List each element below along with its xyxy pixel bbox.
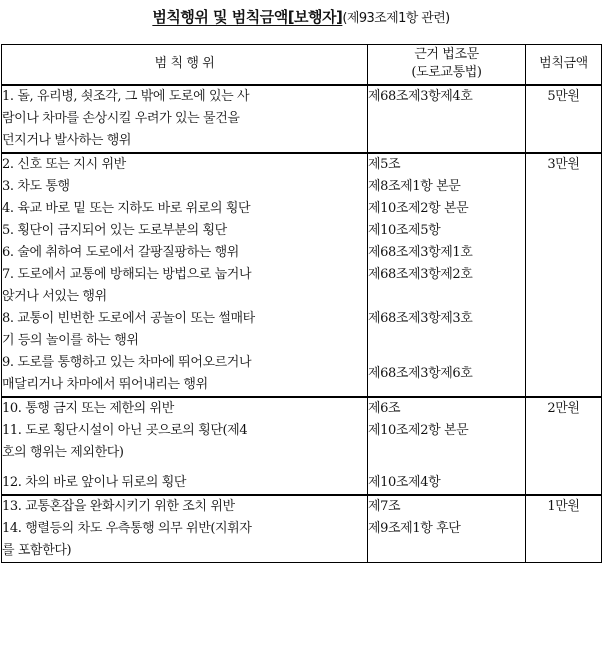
document-title [0,6,602,32]
act-item [2,518,367,562]
act-line: 앉거나 서있는 행위 [2,288,107,304]
act-line: 기 등의 놀이를 하는 행위 [2,332,139,348]
fine-amount: 2만원 [547,400,580,416]
law-reference: 제68조제3항제2호 [368,266,473,282]
act-line: 11. 도로 횡단시설이 아닌 곳으로의 횡단(제4 [2,422,248,438]
law-reference: 제10조제2항 본문 [368,422,469,438]
law-reference: 제68조제3항제4호 [368,88,473,104]
act-line: 7. 도로에서 교통에 방해되는 방법으로 눕거나 [2,266,252,282]
law-reference: 제10조제2항 본문 [368,200,469,216]
header-law: 근거 법조문 (도로교통법) [368,45,526,85]
act-line: 매달리거나 차마에서 뛰어내리는 행위 [2,376,208,392]
law-item [368,264,525,308]
act-line: 3. 차도 통행 [2,178,70,194]
fine-group-row [2,85,602,153]
law-item [368,472,525,494]
law-reference: 제68조제3항제3호 [368,310,473,326]
fine-cell [526,153,602,397]
act-line: 9. 도로를 통행하고 있는 차마에 뛰어오르거나 [2,354,252,370]
act-cell [2,495,368,563]
act-item [2,242,367,264]
act-item [2,398,367,420]
fine-amount: 1만원 [547,498,580,514]
act-line: 2. 신호 또는 지시 위반 [2,156,126,172]
law-reference: 제9조제1항 후단 [368,520,461,536]
act-line: 13. 교통혼잡을 완화시키기 위한 조치 위반 [2,498,235,514]
law-reference: 제5조 [368,156,401,172]
law-reference: 제68조제3항제1호 [368,244,473,260]
act-line: 를 포함한다) [2,542,72,558]
act-item [2,86,367,152]
act-line: 8. 교통이 빈번한 도로에서 공놀이 또는 썰매타 [2,310,255,326]
law-reference: 제68조제3항제6호 [368,365,473,381]
fine-amount: 5만원 [547,88,580,104]
fine-group-row [2,397,602,495]
act-cell [2,397,368,495]
fine-group-row [2,495,602,563]
law-item [368,154,525,176]
law-reference: 제8조제1항 본문 [368,178,461,194]
law-cell [368,495,526,563]
header-act: 범 칙 행 위 [2,45,368,85]
act-item [2,154,367,176]
act-item [2,198,367,220]
title-main: 범칙행위 및 범칙금액[보행자] [152,8,343,26]
header-fine: 범칙금액 [526,45,602,85]
fine-cell [526,85,602,153]
act-line: 던지거나 발사하는 행위 [2,132,132,148]
law-item [368,176,525,198]
act-item [2,472,367,494]
law-item [368,242,525,264]
fine-cell [526,495,602,563]
law-item [368,198,525,220]
table-header-row [2,45,602,85]
act-line: 6. 술에 취하여 도로에서 갈팡질팡하는 행위 [2,244,239,260]
act-line: 호의 행위는 제외한다) [2,444,124,460]
law-item [368,341,525,385]
law-cell [368,153,526,397]
law-reference: 제10조제4항 [368,474,441,490]
act-item [2,220,367,242]
act-item [2,352,367,396]
law-reference: 제7조 [368,498,401,514]
act-line: 12. 차의 바로 앞이나 뒤로의 횡단 [2,474,187,490]
act-item [2,264,367,308]
law-item [368,220,525,242]
law-item [368,496,525,518]
law-item [368,86,525,152]
act-item [2,176,367,198]
act-item [2,308,367,352]
law-item [368,518,525,562]
act-line: 10. 통행 금지 또는 제한의 위반 [2,400,174,416]
fine-cell [526,397,602,495]
act-line: 14. 행렬등의 차도 우측통행 의무 위반(지휘자 [2,520,252,536]
act-cell [2,153,368,397]
law-reference: 제10조제5항 [368,222,441,238]
penalty-table [1,44,602,563]
law-cell [368,397,526,495]
law-item [368,420,525,464]
act-item [2,420,367,464]
law-item [368,398,525,420]
fine-amount: 3만원 [547,156,580,172]
act-line: 5. 횡단이 금지되어 있는 도로부분의 횡단 [2,222,227,238]
act-cell [2,85,368,153]
law-reference: 제6조 [368,400,401,416]
act-line: 람이나 차마를 손상시킬 우려가 있는 물건을 [2,110,240,126]
act-line: 1. 돌, 유리병, 쇳조각, 그 밖에 도로에 있는 사 [2,88,250,104]
fine-group-row [2,153,602,397]
act-line: 4. 육교 바로 밑 또는 지하도 바로 위로의 횡단 [2,200,251,216]
law-cell [368,85,526,153]
title-sub: (제93조제1항 관련) [342,11,450,26]
act-item [2,496,367,518]
table-body [2,85,602,563]
